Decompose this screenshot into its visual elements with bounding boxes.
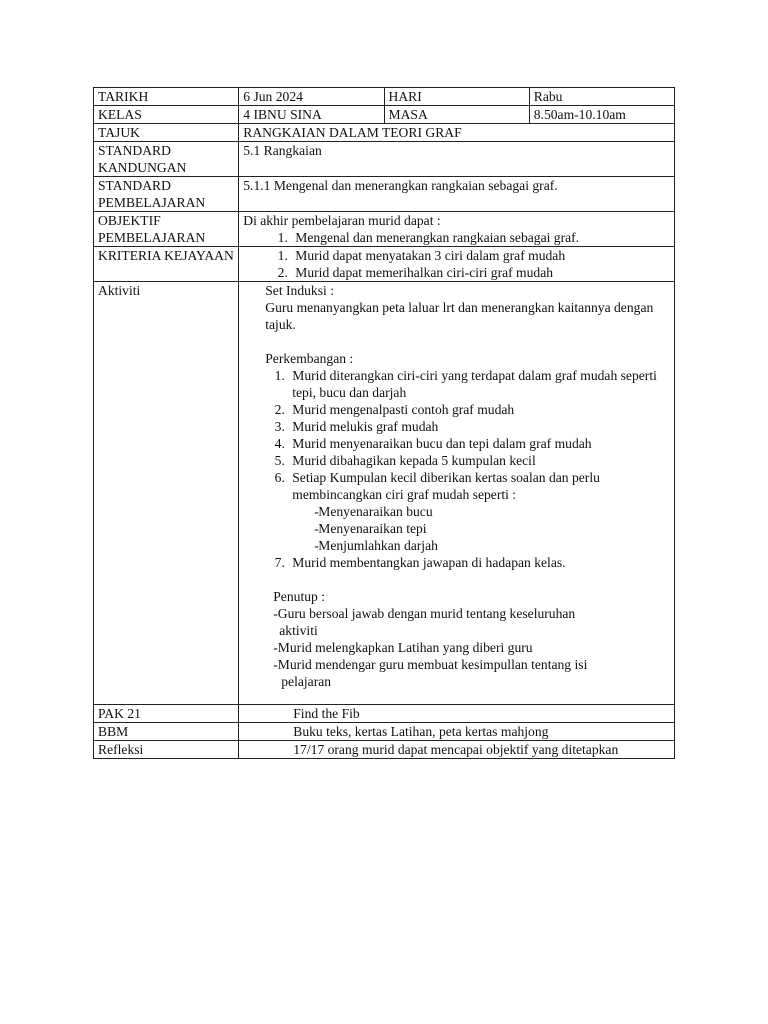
row-tarikh [94, 88, 675, 106]
masa-label: MASA [384, 106, 529, 124]
list-item: 4. Murid menyenaraikan bucu dan tepi dalam graf mudah [288, 435, 674, 452]
penutup-line-3: -Murid mendengar guru membuat kesimpullan tentang isi [273, 657, 588, 672]
aktiviti-content [239, 282, 675, 705]
hari-value: Rabu [529, 88, 674, 106]
penutup-title: Penutup : [273, 589, 325, 604]
row-standard-pembelajaran [94, 177, 675, 212]
refleksi-label: Refleksi [94, 741, 239, 759]
row-objektif [94, 212, 675, 247]
row-kriteria [94, 247, 675, 282]
tajuk-value: RANGKAIAN DALAM TEORI GRAF [239, 124, 675, 142]
list-item: 2. Murid mengenalpasti contoh graf mudah [288, 401, 674, 418]
refleksi-value: 17/17 orang murid dapat mencapai objektif yang ditetapkan [239, 741, 675, 759]
row-pak21 [94, 705, 675, 723]
tajuk-label: TAJUK [94, 124, 239, 142]
row-aktiviti [94, 282, 675, 705]
row-bbm [94, 723, 675, 741]
objektif-content [239, 212, 675, 247]
penutup-line-3b: pelajaran [281, 674, 332, 689]
kriteria-list [243, 247, 674, 281]
list-item: 1. Murid diterangkan ciri-ciri yang terdapat dalam graf mudah seperti tepi, bucu dan darjah [288, 367, 674, 401]
step-6-text: Setiap Kumpulan kecil diberikan kertas soalan dan perlu membincangkan ciri graf mudah seperti : [292, 470, 600, 502]
penutup-line-2: -Murid melengkapkan Latihan yang diberi guru [273, 640, 533, 655]
lesson-plan-table [93, 87, 675, 759]
standard-kandungan-label: STANDARD KANDUNGAN [94, 142, 239, 177]
row-kelas [94, 106, 675, 124]
list-item: 7. Murid membentangkan jawapan di hadapan kelas. [288, 554, 674, 571]
induksi-text: Guru menanyangkan peta laluar lrt dan menerangkan kaitannya dengan tajuk. [265, 300, 654, 332]
objektif-list [243, 229, 674, 246]
list-item: 2. Murid dapat memerihalkan ciri-ciri graf mudah [291, 264, 674, 281]
sub-item: - Menjumlahkan darjah [314, 537, 674, 554]
list-item: 1. Mengenal dan menerangkan rangkaian sebagai graf. [291, 229, 674, 246]
objektif-label: OBJEKTIF PEMBELAJARAN [94, 212, 239, 247]
aktiviti-label: Aktiviti [94, 282, 239, 705]
objektif-intro: Di akhir pembelajaran murid dapat : [243, 213, 441, 228]
row-refleksi [94, 741, 675, 759]
perkembangan-title: Perkembangan : [265, 351, 354, 366]
list-item: 1. Murid dapat menyatakan 3 ciri dalam graf mudah [291, 247, 674, 264]
list-item: 5. Murid dibahagikan kepada 5 kumpulan kecil [288, 452, 674, 469]
sub-item: - Menyenaraikan bucu [314, 503, 674, 520]
hari-label: HARI [384, 88, 529, 106]
masa-value: 8.50am-10.10am [529, 106, 674, 124]
kelas-value: 4 IBNU SINA [239, 106, 384, 124]
list-item: 3. Murid melukis graf mudah [288, 418, 674, 435]
bbm-value: Buku teks, kertas Latihan, peta kertas mahjong [239, 723, 675, 741]
standard-pembelajaran-value: 5.1.1 Mengenal dan menerangkan rangkaian sebagai graf. [239, 177, 675, 212]
kriteria-content [239, 247, 675, 282]
standard-kandungan-value: 5.1 Rangkaian [239, 142, 675, 177]
list-item [288, 469, 674, 554]
pak21-label: PAK 21 [94, 705, 239, 723]
row-standard-kandungan [94, 142, 675, 177]
row-tajuk [94, 124, 675, 142]
kelas-label: KELAS [94, 106, 239, 124]
penutup-line-1b: aktiviti [279, 623, 318, 638]
penutup-line-1: -Guru bersoal jawab dengan murid tentang keseluruhan [273, 606, 576, 621]
standard-pembelajaran-label: STANDARD PEMBELAJARAN [94, 177, 239, 212]
perkembangan-list [265, 367, 674, 571]
tarikh-label: TARIKH [94, 88, 239, 106]
induksi-title: Set Induksi : [265, 283, 334, 298]
tarikh-value: 6 Jun 2024 [239, 88, 384, 106]
kriteria-label: KRITERIA KEJAYAAN [94, 247, 239, 282]
sub-item: - Menyenaraikan tepi [314, 520, 674, 537]
pak21-value: Find the Fib [239, 705, 675, 723]
sub-list [292, 503, 674, 554]
bbm-label: BBM [94, 723, 239, 741]
